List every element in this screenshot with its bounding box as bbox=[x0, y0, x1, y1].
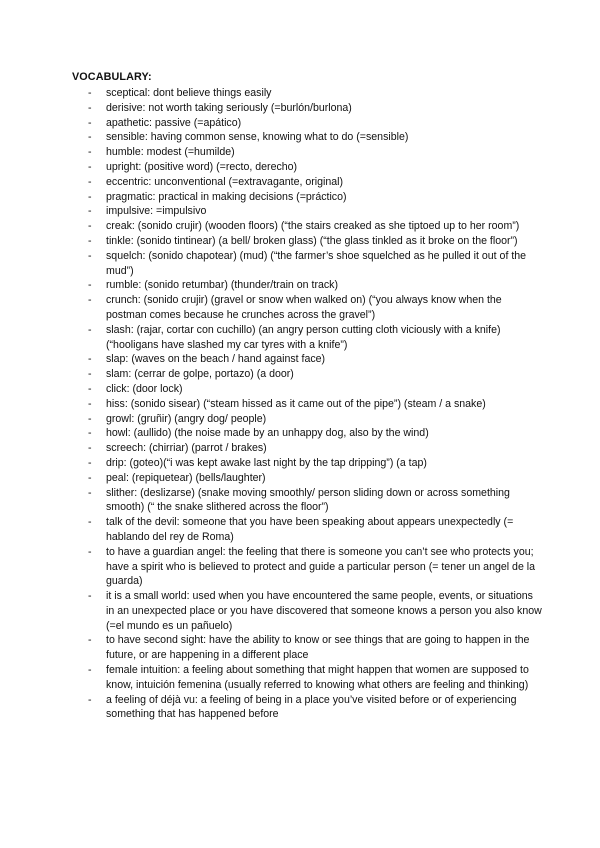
bullet-dash: - bbox=[88, 101, 92, 114]
bullet-dash: - bbox=[88, 190, 92, 203]
list-item-text: pragmatic: practical in making decisions (=práctico) bbox=[106, 190, 347, 203]
list-item bbox=[72, 545, 542, 589]
list-item bbox=[72, 101, 542, 116]
list-item bbox=[72, 249, 542, 279]
list-item-text: upright: (positive word) (=recto, derecho) bbox=[106, 160, 298, 173]
list-item bbox=[72, 352, 542, 367]
bullet-dash: - bbox=[88, 294, 92, 307]
bullet-dash: - bbox=[88, 323, 92, 336]
bullet-dash: - bbox=[88, 146, 92, 159]
list-item-text: peal: (repiquetear) (bells/laughter) bbox=[106, 471, 266, 484]
bullet-dash: - bbox=[88, 205, 92, 218]
list-item bbox=[72, 633, 542, 663]
bullet-dash: - bbox=[88, 442, 92, 455]
bullet-dash: - bbox=[88, 116, 92, 129]
list-item-text: howl: (aullido) (the noise made by an unhappy dog, also by the wind) bbox=[106, 427, 429, 440]
list-item-text: screech: (chirriar) (parrot / brakes) bbox=[106, 442, 267, 455]
list-item bbox=[72, 323, 542, 353]
list-item bbox=[72, 175, 542, 190]
list-item-text: squelch: (sonido chapotear) (mud) (“the farmer’s shoe squelched as he pulled it out of the mud”) bbox=[106, 249, 527, 277]
list-item-text: female intuition: a feeling about something that might happen that women are supposed to know, intuición femenina (usually referred to knowing what others are feeling and thinking) bbox=[106, 664, 529, 691]
bullet-dash: - bbox=[88, 427, 92, 440]
bullet-dash: - bbox=[88, 664, 92, 677]
page-title: VOCABULARY: bbox=[72, 71, 152, 83]
list-item bbox=[72, 204, 542, 219]
vocabulary-list bbox=[72, 86, 542, 722]
bullet-dash: - bbox=[88, 382, 92, 395]
list-item bbox=[72, 693, 542, 723]
list-item-text: growl: (gruñir) (angry dog/ people) bbox=[106, 412, 267, 425]
bullet-dash: - bbox=[88, 279, 92, 292]
list-item-text: a feeling of déjà vu: a feeling of being in a place you’ve visited before or of experiencing something that has happened before bbox=[106, 693, 517, 721]
list-item-text: creak: (sonido crujir) (wooden floors) (“the stairs creaked as she tiptoed up to her room”) bbox=[106, 220, 520, 233]
bullet-dash: - bbox=[88, 486, 92, 499]
bullet-dash: - bbox=[88, 87, 92, 99]
list-item bbox=[72, 190, 542, 205]
list-item-text: rumble: (sonido retumbar) (thunder/train on track) bbox=[106, 279, 338, 292]
list-item-text: slither: (deslizarse) (snake moving smoothly/ person sliding down or across something smooth) (“ the snake slithered across the floor”) bbox=[106, 486, 510, 514]
list-item bbox=[72, 663, 542, 693]
list-item bbox=[72, 219, 542, 234]
list-item bbox=[72, 426, 542, 441]
bullet-dash: - bbox=[88, 131, 92, 144]
list-item-text: to have second sight: have the ability to know or see things that are going to happen in the future, or are happening in a different place bbox=[106, 634, 530, 662]
list-item-text: hiss: (sonido sisear) (“steam hissed as it came out of the pipe”) (steam / a snake) bbox=[106, 397, 486, 410]
bullet-dash: - bbox=[88, 545, 92, 558]
list-item bbox=[72, 234, 542, 249]
bullet-dash: - bbox=[88, 160, 92, 173]
bullet-dash: - bbox=[88, 412, 92, 425]
list-item bbox=[72, 471, 542, 486]
bullet-dash: - bbox=[88, 397, 92, 410]
list-item-text: eccentric: unconventional (=extravagante, original) bbox=[106, 175, 344, 188]
bullet-dash: - bbox=[88, 590, 92, 603]
list-item-text: derisive: not worth taking seriously (=burlón/burlona) bbox=[106, 101, 352, 114]
list-item bbox=[72, 412, 542, 427]
list-item-text: slam: (cerrar de golpe, portazo) (a door) bbox=[106, 368, 294, 381]
bullet-dash: - bbox=[88, 353, 92, 366]
list-item bbox=[72, 367, 542, 382]
bullet-dash: - bbox=[88, 456, 92, 469]
bullet-dash: - bbox=[88, 471, 92, 484]
list-item bbox=[72, 278, 542, 293]
list-item bbox=[72, 515, 542, 545]
list-item-text: sceptical: dont believe things easily bbox=[106, 87, 272, 99]
bullet-dash: - bbox=[88, 220, 92, 233]
list-item-text: apathetic: passive (=apático) bbox=[106, 116, 242, 129]
list-item-text: slap: (waves on the beach / hand against face) bbox=[106, 353, 326, 366]
bullet-dash: - bbox=[88, 175, 92, 188]
bullet-dash: - bbox=[88, 368, 92, 381]
bullet-dash: - bbox=[88, 249, 92, 262]
list-item bbox=[72, 145, 542, 160]
list-item-text: to have a guardian angel: the feeling that there is someone you can’t see who protects you; have a spirit who is believed to protect and guide a particular person (= tener un angel de la guarda) bbox=[106, 545, 536, 588]
list-item-text: slash: (rajar, cortar con cuchillo) (an angry person cutting cloth viciously with a knife) (“hooligans have slashed my car tyres with a knife”) bbox=[106, 323, 501, 351]
list-item-text: impulsive: =impulsivo bbox=[106, 205, 207, 218]
list-item-text: humble: modest (=humilde) bbox=[106, 146, 235, 159]
bullet-dash: - bbox=[88, 516, 92, 529]
bullet-dash: - bbox=[88, 234, 92, 247]
list-item-text: tinkle: (sonido tintinear) (a bell/ broken glass) (“the glass tinkled as it broke on the floor”) bbox=[106, 234, 518, 247]
bullet-dash: - bbox=[88, 693, 92, 706]
list-item bbox=[72, 441, 542, 456]
list-item bbox=[72, 116, 542, 131]
list-item bbox=[72, 160, 542, 175]
list-item bbox=[72, 486, 542, 516]
list-item-text: it is a small world: used when you have encountered the same people, events, or situations in an unexpected place or you have discovered that someone knows a person you also know (=el mundo es un pañuelo) bbox=[106, 590, 542, 632]
list-item bbox=[72, 589, 542, 633]
list-item-text: talk of the devil: someone that you have been speaking about appears unexpectedly (= hablando del rey de Roma) bbox=[106, 516, 514, 543]
bullet-dash: - bbox=[88, 634, 92, 647]
list-item bbox=[72, 130, 542, 145]
list-item bbox=[72, 456, 542, 471]
list-item-text: crunch: (sonido crujir) (gravel or snow when walked on) (“you always know when the postman comes because he crunches across the gravel”) bbox=[106, 294, 502, 321]
list-item bbox=[72, 397, 542, 412]
list-item bbox=[72, 293, 542, 323]
list-item-text: sensible: having common sense, knowing what to do (=sensible) bbox=[106, 131, 409, 144]
list-item-text: drip: (goteo)(“i was kept awake last night by the tap dripping”) (a tap) bbox=[106, 456, 427, 469]
list-item-text: click: (door lock) bbox=[106, 382, 183, 395]
list-item bbox=[72, 382, 542, 397]
list-item bbox=[72, 86, 542, 101]
